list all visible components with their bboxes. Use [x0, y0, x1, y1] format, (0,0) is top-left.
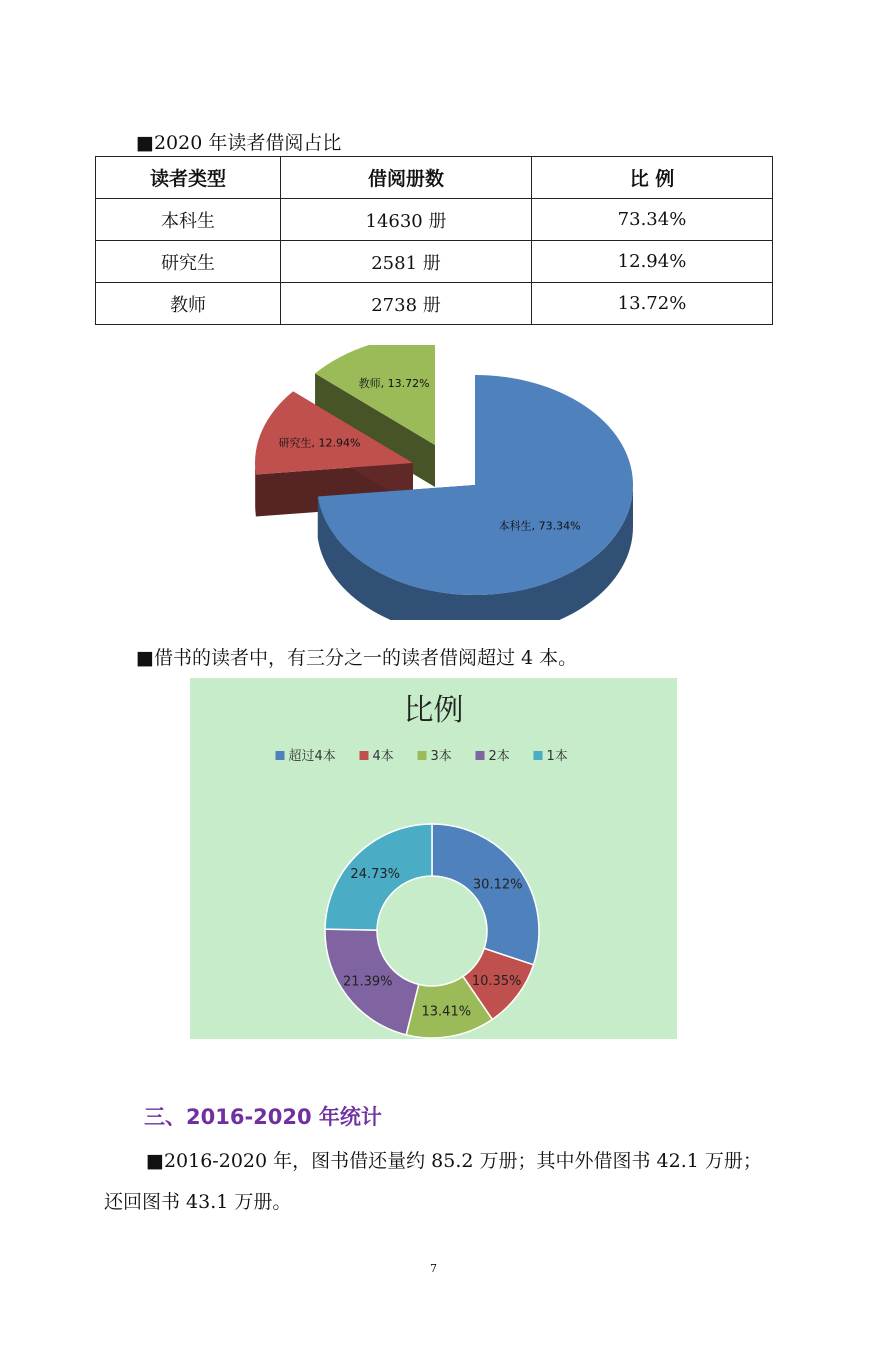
table-cell: 研究生 [96, 241, 281, 283]
donut-data-label: 21.39% [342, 974, 393, 990]
table-cell: 教师 [96, 283, 281, 325]
table-row [96, 199, 773, 241]
table-cell: 14630 册 [281, 199, 532, 241]
donut-chart-svg [190, 678, 677, 1039]
reader-borrow-table [95, 156, 773, 325]
table-row [96, 241, 773, 283]
stats-paragraph-line2: 还回图书 43.1 万册。 [104, 1191, 292, 1213]
table-cell: 本科生 [96, 199, 281, 241]
pie-data-label: 研究生, 12.94% [278, 436, 361, 450]
table-header-cell: 比 例 [532, 157, 773, 199]
legend-swatch [360, 751, 369, 760]
donut-data-label: 30.12% [472, 877, 523, 893]
chart-title: 比例 [403, 693, 464, 728]
page-number: 7 [430, 1262, 437, 1275]
table-row [96, 283, 773, 325]
table-header-cell: 读者类型 [96, 157, 281, 199]
caption-borrow-over-4: ■借书的读者中，有三分之一的读者借阅超过 4 本。 [136, 647, 578, 669]
donut-data-label: 13.41% [421, 1004, 472, 1020]
table-cell: 73.34% [532, 199, 773, 241]
pie-data-label: 教师, 13.72% [358, 377, 430, 391]
table-header-cell: 借阅册数 [281, 157, 532, 199]
donut-data-label: 10.35% [471, 973, 522, 989]
table-cell: 12.94% [532, 241, 773, 283]
bullet-icon: ■ [146, 1150, 164, 1172]
caption-2020-ratio: ■2020 年读者借阅占比 [136, 132, 342, 154]
legend-swatch [534, 751, 543, 760]
borrow-count-donut-chart [190, 678, 677, 1039]
legend-swatch [418, 751, 427, 760]
bullet-icon: ■ [136, 647, 154, 669]
table-header-row [96, 157, 773, 199]
legend-label: 1本 [546, 749, 568, 764]
legend-label: 超过4本 [288, 749, 336, 764]
legend-swatch [476, 751, 485, 760]
legend-label: 2本 [488, 749, 510, 764]
reader-type-pie-chart [240, 345, 660, 620]
pie-data-label: 本科生, 73.34% [498, 519, 581, 533]
stats-paragraph-line1: ■2016-2020 年，图书借还量约 85.2 万册；其中外借图书 42.1 万册； [146, 1150, 762, 1172]
bullet-icon: ■ [136, 132, 154, 154]
legend-label: 4本 [372, 749, 394, 764]
table-cell: 2581 册 [281, 241, 532, 283]
donut-segment [432, 824, 539, 965]
table-cell: 13.72% [532, 283, 773, 325]
legend-swatch [276, 751, 285, 760]
legend-label: 3本 [430, 749, 452, 764]
table-cell: 2738 册 [281, 283, 532, 325]
section-title: 三、2016-2020 年统计 [144, 1105, 382, 1129]
donut-data-label: 24.73% [350, 867, 401, 883]
